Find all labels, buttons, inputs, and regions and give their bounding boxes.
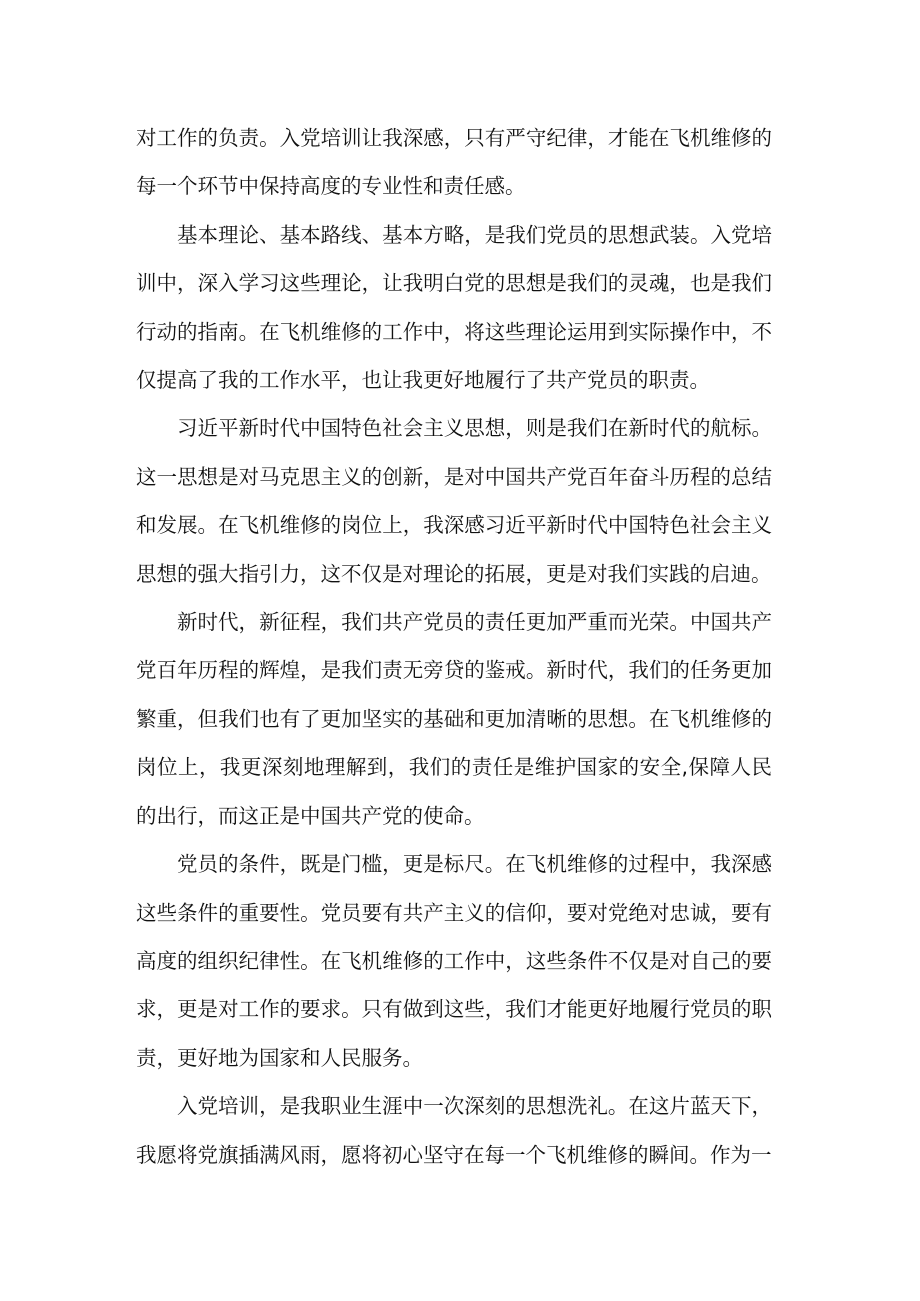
paragraph-2: 基本理论、基本路线、基本方略，是我们党员的思想武装。入党培训中，深入学习这些理论，让我明白党的思想是我们的灵魂，也是我们行动的指南。在飞机维修的工作中，将这些理论运用到实际操作中，不仅提高了我的工作水平，也让我更好地履行了共产党员的职责。 [136,222,772,393]
paragraph-1-continued: 对工作的负责。入党培训让我深感，只有严守纪律，才能在飞机维修的每一个环节中保持高度的专业性和责任感。 [136,126,772,199]
paragraph-3: 习近平新时代中国特色社会主义思想，则是我们在新时代的航标。这一思想是对马克思主义的创新，是对中国共产党百年奋斗历程的总结和发展。在飞机维修的岗位上，我深感习近平新时代中国特色社会主义思想的强大指引力，这不仅是对理论的拓展，更是对我们实践的启迪。 [136,416,772,586]
paragraph-6: 入党培训，是我职业生涯中一次深刻的思想洗礼。在这片蓝天下，我愿将党旗插满风雨，愿将初心坚守在每一个飞机维修的瞬间。作为一 [136,1094,772,1167]
paragraph-4: 新时代，新征程，我们共产党员的责任更加严重而光荣。中国共产党百年历程的辉煌，是我们责无旁贷的鉴戒。新时代，我们的任务更加繁重，但我们也有了更加坚实的基础和更加清晰的思想。在飞机维修的岗位上，我更深刻地理解到，我们的责任是维护国家的安全,保障人民的出行，而这正是中国共产党的使命。 [136,610,772,828]
document-body [136,114,772,1179]
paragraph-5: 党员的条件，既是门槛，更是标尺。在飞机维修的过程中，我深感这些条件的重要性。党员要有共产主义的信仰，要对党绝对忠诚，要有高度的组织纪律性。在飞机维修的工作中，这些条件不仅是对自己的要求，更是对工作的要求。只有做到这些，我们才能更好地履行党员的职责，更好地为国家和人民服务。 [136,852,772,1070]
